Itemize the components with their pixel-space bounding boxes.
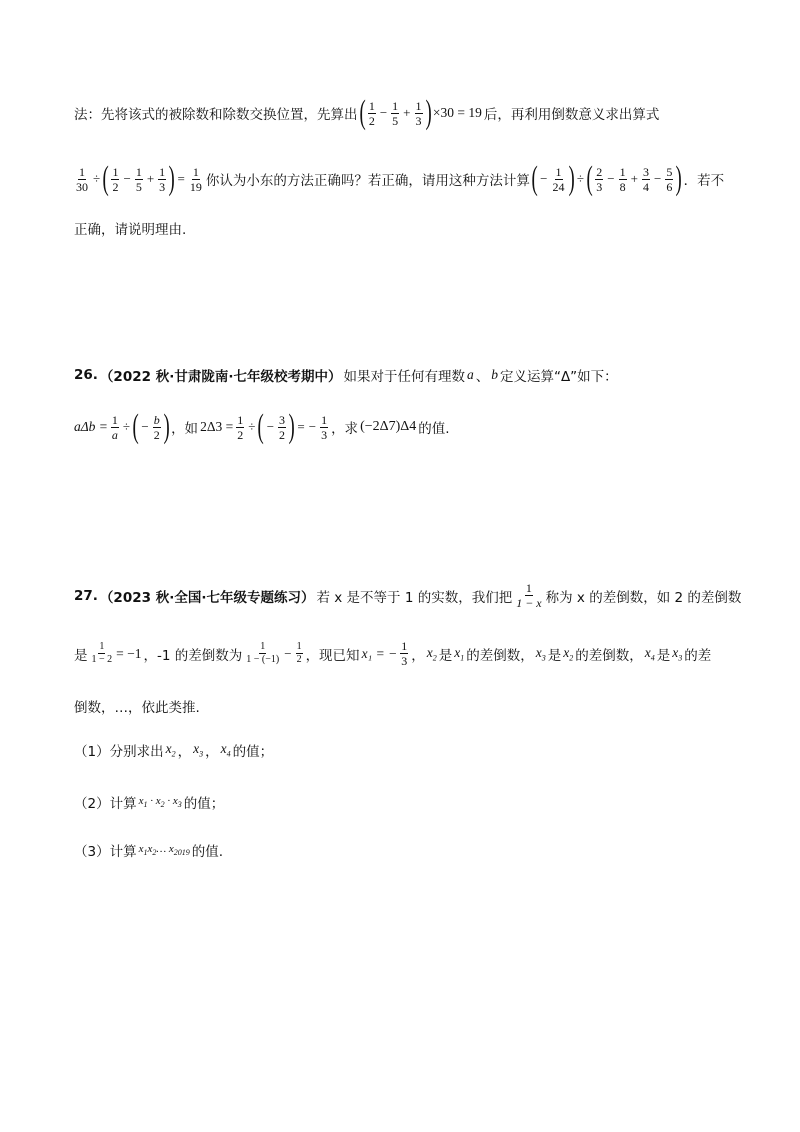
expression: = −1: [116, 645, 142, 661]
fraction: $\frac{1}{30}$: [76, 164, 88, 194]
q26-text: ，如: [171, 421, 199, 437]
fraction: $\frac{5}{6}$: [666, 164, 673, 194]
q25-text: 后，再利用倒数意义求出算式: [483, 107, 660, 123]
fraction: $\frac{1}{24}$: [552, 164, 565, 194]
q27-text: 的差: [684, 647, 712, 664]
q27-text: 的差倒数，: [575, 647, 643, 664]
fraction: $\frac{1}{3}$: [159, 164, 166, 194]
fraction: $\frac{1}{1 - 2}$: [91, 641, 113, 665]
q27-text: 是: [656, 647, 671, 664]
q27-text: 倒数，…，依此类推.: [74, 700, 200, 716]
q27-text: 称为 x 的差倒数，如 2 的差倒数: [545, 589, 742, 606]
q26-text: 定义运算“Δ”如下：: [499, 369, 618, 385]
variable: a: [466, 367, 474, 382]
q27-text: 的差倒数，: [466, 647, 534, 664]
variable-x1: $x_1$: [454, 644, 465, 663]
operator: +: [403, 105, 411, 120]
q25-text: 你认为小东的方法正确吗？若正确，请用这种方法计算: [205, 173, 530, 189]
variable-x2: $x_2$: [426, 644, 437, 663]
part-end: 的值；: [183, 796, 225, 812]
operator: −: [141, 419, 149, 434]
question-source: （2022 秋·甘肃陇南·七年级校考期中）: [99, 369, 342, 385]
operator: −: [653, 171, 662, 186]
q27-text: 是: [74, 647, 88, 664]
q27-text: ，-1 的差倒数为: [143, 647, 243, 664]
paren-close: ): [288, 408, 295, 445]
paren-open: (: [359, 94, 366, 131]
fraction: $\frac{1}{1 - x}$: [516, 581, 542, 610]
fraction: $\frac{1}{5}$: [135, 164, 142, 194]
q27-text: 是: [547, 647, 562, 664]
operator: −: [607, 171, 615, 186]
q25-text: 正确，请说明理由.: [74, 222, 187, 238]
question-number: 27.: [74, 587, 98, 604]
variable-x2: $x_2$: [563, 644, 574, 663]
paren-close: ): [425, 94, 432, 131]
part-label: （2）计算: [74, 796, 137, 812]
operator: −: [266, 419, 275, 434]
question-source: （2023 秋·全国·七年级专题练习）: [99, 589, 315, 606]
fraction: $\frac{1}{3}$: [415, 98, 422, 128]
paren-open: (: [102, 160, 109, 197]
operator: =: [297, 419, 305, 434]
operator: −: [123, 171, 131, 186]
operator: −: [379, 105, 388, 120]
expression: x₁ = −: [361, 645, 398, 661]
operator: ÷: [576, 171, 584, 186]
paren-open: (: [586, 160, 593, 197]
q27-line-3: [74, 696, 740, 716]
product-expression: $x_1x_2\dots$ $x_{2019}$: [138, 842, 190, 858]
fraction: $\frac{1}{3}$: [321, 412, 328, 442]
q27-part-3: [74, 840, 740, 860]
fraction: $\frac{3}{4}$: [642, 164, 649, 194]
fraction: $\frac{1}{3}$: [401, 639, 408, 668]
variable-x3: $x_3$: [672, 644, 683, 663]
part-label: （1）分别求出: [74, 744, 164, 760]
q27-text: ，: [411, 647, 425, 664]
q25-line-2: [74, 162, 740, 196]
variable-x4: $x_4$: [644, 644, 655, 663]
operator: +: [146, 171, 155, 186]
variable-x2: $x_2$: [165, 741, 176, 759]
operator: =: [177, 171, 185, 186]
q27-text: 是: [438, 647, 453, 664]
variable-x3: $x_3$: [193, 741, 204, 759]
paren-close: ): [168, 160, 175, 197]
example-lhs: 2Δ3 =: [200, 419, 234, 434]
question-number: 26.: [74, 367, 98, 383]
fraction: $\frac{1}{a}$: [111, 412, 118, 442]
q25-line-3: [74, 218, 740, 238]
part-end: 的值.: [191, 844, 224, 860]
fraction: $\frac{1}{2}$: [368, 98, 375, 128]
operator: ÷: [248, 419, 256, 434]
product-expression: $x_1 \cdot x_2 \cdot x_3$: [138, 794, 182, 810]
q27-part-1: [74, 740, 740, 760]
variable: b: [491, 367, 498, 382]
paren-close: ): [568, 160, 575, 197]
q25-line-1: [74, 96, 740, 130]
q26-text: 如果对于任何有理数: [343, 369, 465, 385]
fraction: $\frac{1}{5}$: [392, 98, 399, 128]
part-end: 的值；: [232, 744, 274, 760]
q26-text: 、: [475, 369, 490, 385]
fraction: $\frac{b}{2}$: [153, 412, 160, 442]
q27-line-2: [74, 640, 740, 667]
ask-expression: (−2Δ7)Δ4: [360, 419, 417, 434]
fraction: $\frac{3}{2}$: [279, 412, 286, 442]
q27-line-1: [74, 582, 740, 609]
q26-text: ，求: [331, 421, 359, 437]
fraction: $\frac{2}{3}$: [596, 164, 603, 194]
operator: −: [284, 645, 292, 661]
paren-open: (: [257, 408, 265, 445]
operator: −: [540, 171, 548, 186]
fraction: $\frac{1}{19}$: [189, 164, 202, 194]
operator: ÷: [93, 171, 101, 186]
q26-text: 的值.: [418, 421, 450, 437]
definition-lhs: aΔb =: [74, 419, 108, 434]
fraction: $\frac{1}{1 - (-1)}$: [246, 641, 280, 665]
q25-text: 法：先将该式的被除数和除数交换位置，先算出: [74, 107, 358, 123]
fraction: $\frac{1}{8}$: [619, 164, 626, 194]
operator: ÷: [122, 419, 131, 434]
paren-close: ): [163, 408, 170, 445]
q27-part-2: [74, 792, 740, 812]
part-label: （3）计算: [74, 844, 137, 860]
paren-open: (: [531, 160, 538, 197]
paren-close: ): [675, 160, 683, 197]
q27-text: 若 x 是不等于 1 的实数，我们把: [316, 589, 513, 606]
variable-x3: $x_3$: [535, 644, 546, 663]
expression: ×30 = 19: [432, 105, 482, 120]
q25-text: ．若不: [683, 173, 725, 189]
q27-text: ，现已知: [305, 647, 360, 664]
variable-x4: $x_4$: [220, 741, 231, 759]
separator: ，: [177, 744, 192, 760]
fraction: $\frac{1}{2}$: [296, 641, 302, 665]
separator: ，: [205, 744, 219, 760]
q26-line-2: [74, 410, 740, 444]
operator: +: [630, 171, 638, 186]
operator: −: [308, 419, 317, 434]
fraction: $\frac{1}{2}$: [112, 164, 119, 194]
fraction: $\frac{1}{2}$: [237, 412, 244, 442]
paren-open: (: [132, 408, 139, 445]
q26-line-1: [74, 365, 740, 385]
